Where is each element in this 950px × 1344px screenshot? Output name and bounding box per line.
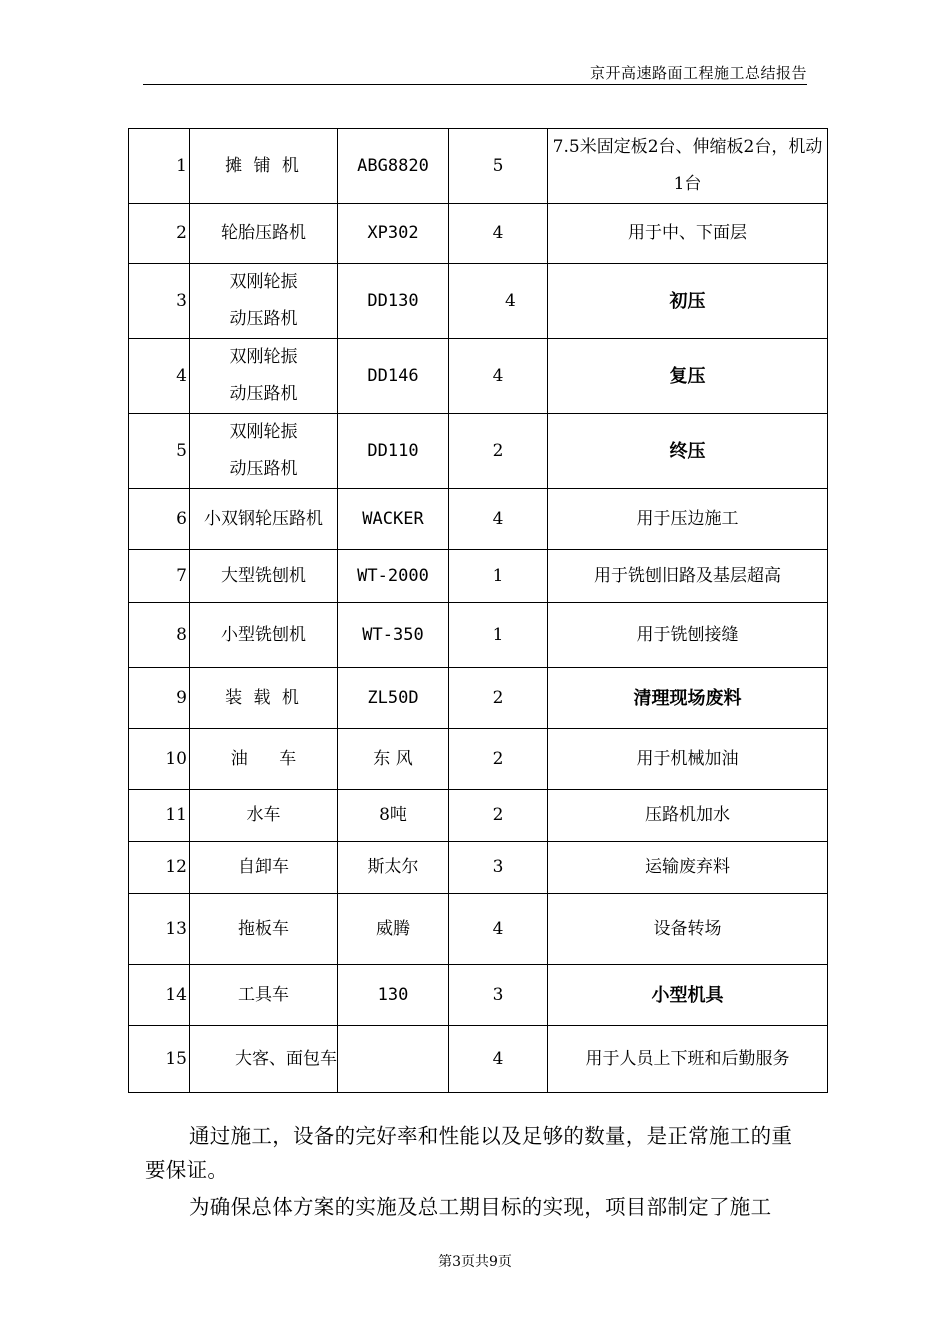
- equipment-quantity: 4: [449, 894, 548, 965]
- equipment-quantity: 3: [449, 842, 548, 894]
- row-number: 1: [129, 129, 190, 204]
- equipment-note: 终压: [548, 414, 828, 489]
- equipment-quantity: 2: [449, 414, 548, 489]
- row-number: 3: [129, 264, 190, 339]
- equipment-note: 用于中、下面层: [548, 204, 828, 264]
- equipment-name: 双刚轮振动压路机: [190, 264, 338, 339]
- equipment-note: 小型机具: [548, 965, 828, 1026]
- row-number: 4: [129, 339, 190, 414]
- equipment-note: 设备转场: [548, 894, 828, 965]
- row-number: 5: [129, 414, 190, 489]
- equipment-model: ABG8820: [338, 129, 449, 204]
- page-header-title: 京开高速路面工程施工总结报告: [589, 64, 807, 82]
- equipment-model: WT-2000: [338, 550, 449, 603]
- equipment-quantity: 5: [449, 129, 548, 204]
- equipment-note: 清理现场废料: [548, 668, 828, 729]
- equipment-note: 用于机械加油: [548, 729, 828, 790]
- table-row: [129, 129, 828, 204]
- row-number: 8: [129, 603, 190, 668]
- equipment-model: DD146: [338, 339, 449, 414]
- equipment-note: 用于人员上下班和后勤服务: [548, 1026, 828, 1093]
- equipment-quantity: 4: [449, 204, 548, 264]
- equipment-quantity: 4: [449, 339, 548, 414]
- equipment-name: 双刚轮振动压路机: [190, 339, 338, 414]
- equipment-quantity: 2: [449, 790, 548, 842]
- equipment-table: [128, 128, 828, 1093]
- equipment-note: 用于铣刨接缝: [548, 603, 828, 668]
- equipment-note: 压路机加水: [548, 790, 828, 842]
- equipment-name: 小双钢轮压路机: [190, 489, 338, 550]
- equipment-note: 复压: [548, 339, 828, 414]
- equipment-note: 运输废弃料: [548, 842, 828, 894]
- equipment-quantity: 4: [449, 1026, 548, 1093]
- equipment-name: 摊 铺 机: [190, 129, 338, 204]
- equipment-quantity: 4: [449, 264, 548, 339]
- equipment-model: [338, 1026, 449, 1093]
- header-rule: [143, 84, 807, 85]
- equipment-name: 装 载 机: [190, 668, 338, 729]
- equipment-model: 威腾: [338, 894, 449, 965]
- equipment-model: ZL50D: [338, 668, 449, 729]
- page-footer: 第3页共9页: [438, 1254, 512, 1270]
- equipment-name: 双刚轮振动压路机: [190, 414, 338, 489]
- equipment-name: 大客、面包车: [190, 1026, 338, 1093]
- equipment-quantity: 2: [449, 668, 548, 729]
- equipment-quantity: 1: [449, 603, 548, 668]
- equipment-name: 水车: [190, 790, 338, 842]
- equipment-model: DD110: [338, 414, 449, 489]
- table-row: [129, 414, 828, 489]
- equipment-name: 油 车: [190, 729, 338, 790]
- body-paragraph: 为确保总体方案的实施及总工期目标的实现，项目部制定了施工: [189, 1195, 772, 1219]
- table-row: [129, 603, 828, 668]
- equipment-model: 东 风: [338, 729, 449, 790]
- table-row: [129, 264, 828, 339]
- equipment-quantity: 2: [449, 729, 548, 790]
- row-number: 14: [129, 965, 190, 1026]
- table-row: [129, 729, 828, 790]
- equipment-note: 7.5米固定板2台、伸缩板2台，机动1台: [548, 129, 828, 204]
- row-number: 7: [129, 550, 190, 603]
- row-number: 9: [129, 668, 190, 729]
- equipment-name: 大型铣刨机: [190, 550, 338, 603]
- row-number: 13: [129, 894, 190, 965]
- table-row: [129, 790, 828, 842]
- equipment-quantity: 1: [449, 550, 548, 603]
- equipment-model: WT-350: [338, 603, 449, 668]
- equipment-note: 用于压边施工: [548, 489, 828, 550]
- row-number: 6: [129, 489, 190, 550]
- equipment-name: 自卸车: [190, 842, 338, 894]
- row-number: 12: [129, 842, 190, 894]
- row-number: 15: [129, 1026, 190, 1093]
- equipment-name: 小型铣刨机: [190, 603, 338, 668]
- table-row: [129, 339, 828, 414]
- equipment-name: 工具车: [190, 965, 338, 1026]
- equipment-model: 8吨: [338, 790, 449, 842]
- equipment-note: 用于铣刨旧路及基层超高: [548, 550, 828, 603]
- equipment-note: 初压: [548, 264, 828, 339]
- table-row: [129, 965, 828, 1026]
- equipment-quantity: 4: [449, 489, 548, 550]
- equipment-name: 拖板车: [190, 894, 338, 965]
- body-paragraph: 通过施工，设备的完好率和性能以及足够的数量，是正常施工的重要保证。: [145, 1124, 793, 1182]
- row-number: 10: [129, 729, 190, 790]
- equipment-model: XP302: [338, 204, 449, 264]
- equipment-model: 130: [338, 965, 449, 1026]
- table-row: [129, 1026, 828, 1093]
- equipment-model: 斯太尔: [338, 842, 449, 894]
- table-row: [129, 842, 828, 894]
- row-number: 11: [129, 790, 190, 842]
- table-row: [129, 204, 828, 264]
- table-row: [129, 894, 828, 965]
- equipment-model: DD130: [338, 264, 449, 339]
- equipment-model: WACKER: [338, 489, 449, 550]
- table-row: [129, 489, 828, 550]
- equipment-quantity: 3: [449, 965, 548, 1026]
- table-row: [129, 668, 828, 729]
- equipment-name: 轮胎压路机: [190, 204, 338, 264]
- row-number: 2: [129, 204, 190, 264]
- table-row: [129, 550, 828, 603]
